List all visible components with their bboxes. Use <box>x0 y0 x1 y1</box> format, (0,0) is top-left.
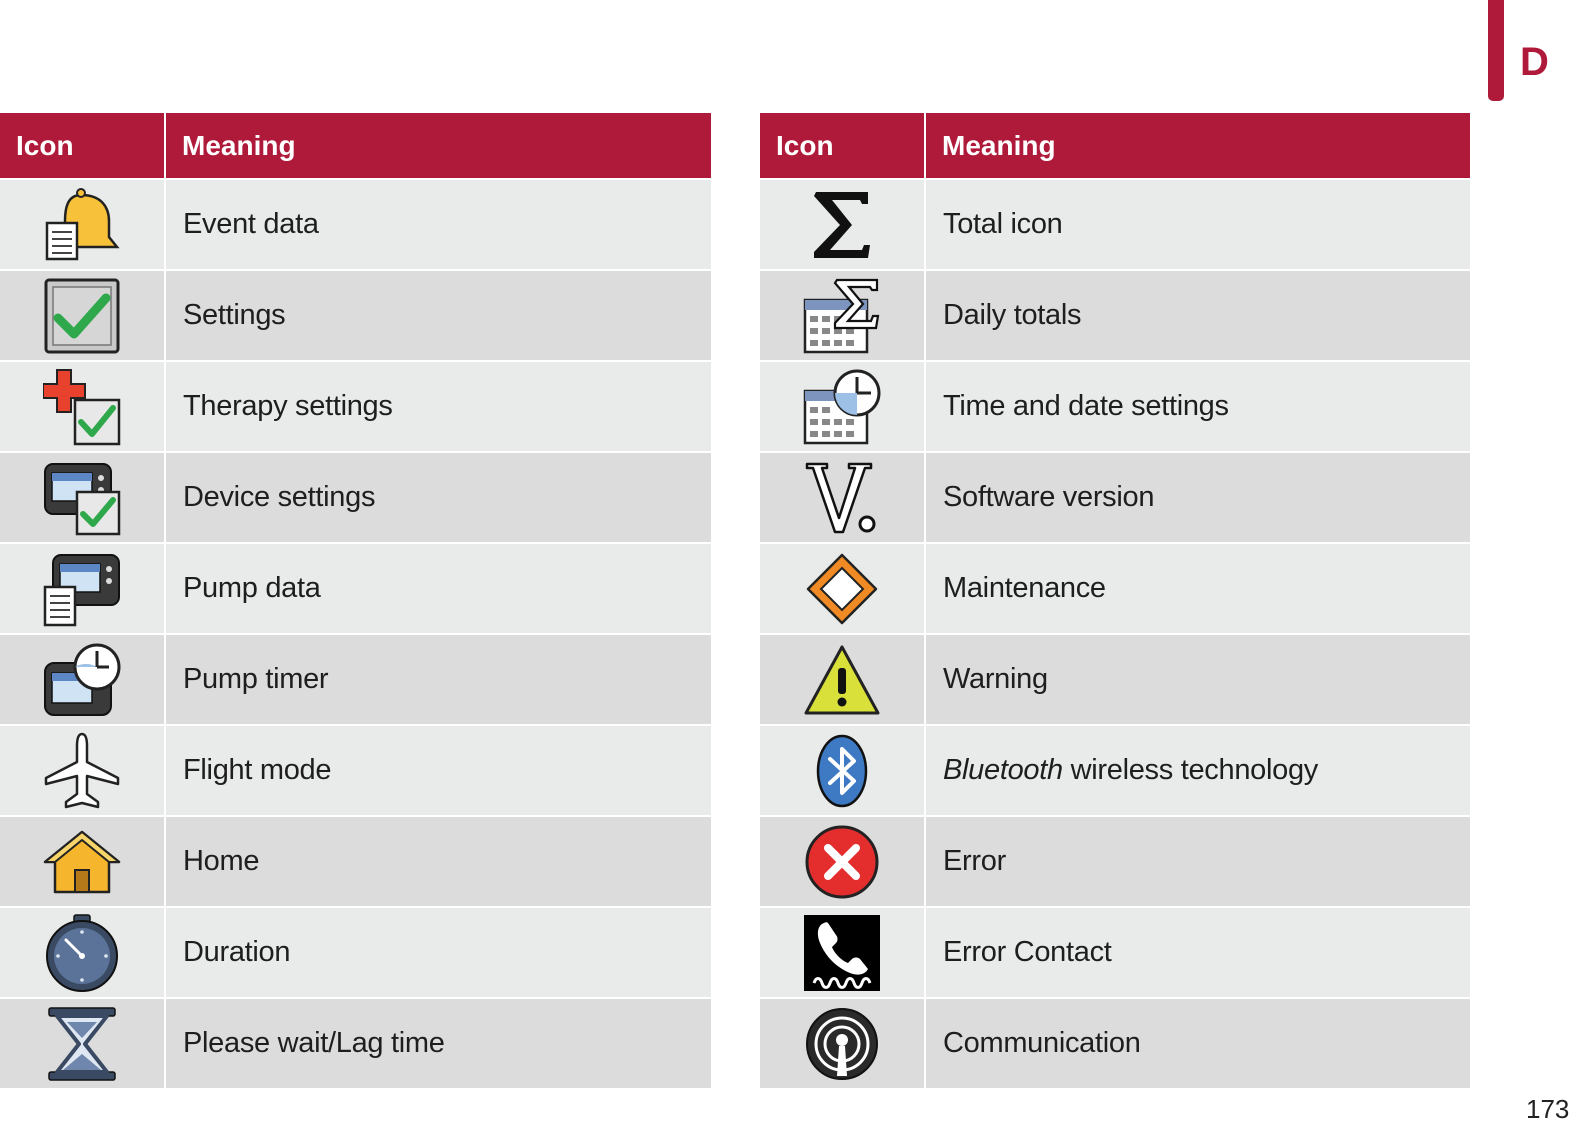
hourglass-icon <box>47 1006 117 1082</box>
table-row <box>0 816 711 907</box>
phone-contact-icon <box>804 915 880 991</box>
table-header-row <box>760 113 1470 179</box>
table-row <box>0 634 711 725</box>
stopwatch-icon <box>44 914 120 992</box>
meaning-text: Please wait/Lag time <box>165 998 711 1088</box>
section-tab-marker <box>1488 0 1504 101</box>
table-row <box>760 452 1470 543</box>
table-row <box>760 270 1470 361</box>
table-row <box>0 270 711 361</box>
bluetooth-icon <box>815 733 869 809</box>
meaning-text: Home <box>165 816 711 907</box>
time-date-settings-icon <box>803 369 881 445</box>
meaning-text-suffix: wireless technology <box>1062 754 1318 786</box>
therapy-settings-icon <box>43 368 121 446</box>
communication-icon <box>804 1006 880 1082</box>
meaning-text: Maintenance <box>925 543 1470 634</box>
airplane-icon <box>44 732 120 810</box>
table-row <box>0 725 711 816</box>
table-row <box>760 725 1470 816</box>
table-row <box>760 179 1470 270</box>
meaning-column-header: Meaning <box>925 113 1470 179</box>
meaning-text <box>925 725 1470 816</box>
icon-table-right <box>760 113 1470 1088</box>
bluetooth-trademark-text: Bluetooth <box>943 754 1063 786</box>
warning-icon <box>803 644 881 716</box>
table-row <box>760 361 1470 452</box>
meaning-text: Total icon <box>925 179 1470 270</box>
meaning-text: Warning <box>925 634 1470 725</box>
meaning-text: Flight mode <box>165 725 711 816</box>
meaning-text: Duration <box>165 907 711 998</box>
maintenance-icon <box>805 552 879 626</box>
table-row <box>760 634 1470 725</box>
software-version-icon <box>805 460 879 536</box>
meaning-text: Pump timer <box>165 634 711 725</box>
meaning-text: Software version <box>925 452 1470 543</box>
table-row <box>0 452 711 543</box>
table-header-row <box>0 113 711 179</box>
meaning-text: Settings <box>165 270 711 361</box>
meaning-text: Therapy settings <box>165 361 711 452</box>
meaning-text: Error <box>925 816 1470 907</box>
table-row <box>760 543 1470 634</box>
icon-column-header: Icon <box>760 113 925 179</box>
home-icon <box>43 830 121 894</box>
section-tab-letter: D <box>1520 40 1549 84</box>
meaning-text: Device settings <box>165 452 711 543</box>
table-row <box>0 907 711 998</box>
table-row <box>0 543 711 634</box>
table-row <box>0 179 711 270</box>
table-row <box>760 816 1470 907</box>
sigma-icon <box>812 190 872 260</box>
table-row <box>760 907 1470 998</box>
device-settings-icon <box>43 460 121 536</box>
table-row <box>0 361 711 452</box>
meaning-text: Error Contact <box>925 907 1470 998</box>
table-row <box>0 998 711 1088</box>
error-icon <box>804 824 880 900</box>
table-row <box>760 998 1470 1088</box>
icon-column-header: Icon <box>0 113 165 179</box>
icon-table-left <box>0 113 711 1088</box>
event-data-icon <box>43 187 121 263</box>
meaning-text: Pump data <box>165 543 711 634</box>
meaning-text: Daily totals <box>925 270 1470 361</box>
settings-checkbox-icon <box>44 278 120 354</box>
daily-totals-icon <box>803 278 881 354</box>
meaning-text: Communication <box>925 998 1470 1088</box>
meaning-column-header: Meaning <box>165 113 711 179</box>
meaning-text: Time and date settings <box>925 361 1470 452</box>
page-number: 173 <box>1526 1094 1570 1124</box>
pump-data-icon <box>43 551 121 627</box>
meaning-text: Event data <box>165 179 711 270</box>
pump-timer-icon <box>43 641 121 719</box>
